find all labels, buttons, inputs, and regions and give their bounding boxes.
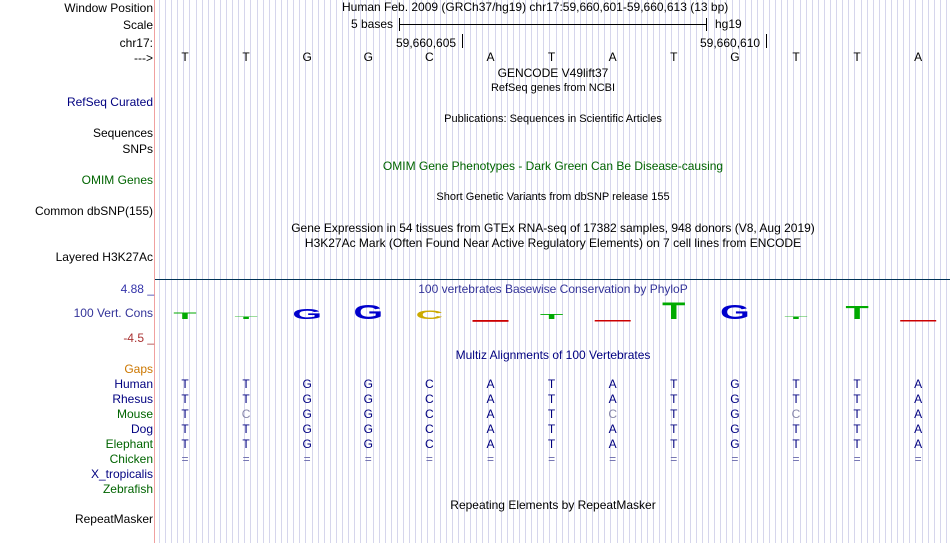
- position-tick-1: [462, 34, 463, 48]
- alignment-base: T: [181, 392, 189, 406]
- guide-line: [208, 0, 209, 543]
- alignment-base: =: [731, 452, 739, 466]
- alignment-base: C: [791, 407, 801, 421]
- guide-line: [946, 0, 947, 543]
- guide-line: [653, 0, 654, 543]
- alignment-base: T: [547, 377, 556, 391]
- alignment-base: A: [486, 437, 495, 451]
- alignment-base: T: [670, 437, 678, 451]
- base-letter: A: [608, 50, 617, 64]
- gaps-label[interactable]: Gaps: [124, 362, 153, 376]
- base-letter: T: [670, 50, 678, 64]
- alignment-base: T: [670, 392, 678, 406]
- guide-line: [470, 0, 471, 543]
- guide-line: [690, 0, 691, 543]
- guide-line: [165, 0, 166, 543]
- guide-line: [348, 0, 349, 543]
- guide-line: [812, 0, 813, 543]
- base-letter: G: [363, 50, 373, 64]
- phylop-min-label: -4.5 _: [123, 331, 154, 345]
- guide-line: [269, 0, 270, 543]
- species-label[interactable]: X_tropicalis: [90, 467, 153, 481]
- alignment-base: G: [363, 377, 373, 391]
- position-label-2: 59,660,610: [700, 36, 761, 50]
- conservation-mark: C: [415, 307, 444, 322]
- species-label[interactable]: Chicken: [109, 452, 153, 466]
- alignment-base: G: [730, 407, 740, 421]
- guide-line: [836, 0, 837, 543]
- guide-line: [708, 0, 709, 543]
- conservation-mark: G: [720, 300, 750, 324]
- guide-line: [696, 0, 697, 543]
- alignment-base: T: [670, 422, 678, 436]
- gencode-track-title[interactable]: GENCODE V49lift37: [497, 66, 609, 80]
- sequences-label[interactable]: Sequences: [92, 126, 153, 140]
- base-letter: T: [547, 50, 556, 64]
- multiz-track-title[interactable]: Multiz Alignments of 100 Vertebrates: [455, 348, 651, 362]
- alignment-base: =: [548, 452, 556, 466]
- snps-label[interactable]: SNPs: [122, 142, 153, 156]
- alignment-base: C: [425, 437, 434, 451]
- label-divider: [154, 0, 155, 543]
- conservation-mark: T: [662, 300, 686, 324]
- base-letter: C: [425, 50, 434, 64]
- species-label[interactable]: Elephant: [105, 437, 153, 451]
- alignment-base: T: [242, 377, 250, 391]
- alignment-base: C: [425, 407, 434, 421]
- alignment-base: =: [242, 452, 250, 466]
- guide-line: [818, 0, 819, 543]
- guide-line: [446, 0, 447, 543]
- alignment-base: T: [181, 407, 189, 421]
- base-letter: T: [181, 50, 189, 64]
- strand-label: --->: [134, 51, 153, 65]
- conservation-mark: G: [353, 300, 384, 324]
- guide-line: [769, 0, 770, 543]
- alignment-base: T: [792, 392, 800, 406]
- guide-line: [391, 0, 392, 543]
- species-label[interactable]: Mouse: [116, 407, 153, 421]
- guide-line: [263, 0, 264, 543]
- alignment-base: A: [486, 392, 495, 406]
- phylop-max-label: 4.88 _: [120, 282, 154, 296]
- conservation-mark: G: [292, 306, 322, 323]
- refseq-curated-label[interactable]: RefSeq Curated: [66, 95, 153, 109]
- alignment-base: T: [242, 437, 250, 451]
- alignment-base: =: [425, 452, 433, 466]
- scale-bar-right-tick: [706, 18, 707, 31]
- track-separator: [155, 279, 950, 280]
- alignment-base: =: [792, 452, 800, 466]
- omim-genes-label[interactable]: OMIM Genes: [81, 173, 153, 187]
- alignment-base: =: [181, 452, 189, 466]
- species-label[interactable]: Rhesus: [112, 392, 153, 406]
- alignment-base: G: [363, 422, 373, 436]
- guide-line: [891, 0, 892, 543]
- window-position-label: Window Position: [64, 1, 153, 15]
- alignment-base: T: [853, 392, 861, 406]
- guide-line: [226, 0, 227, 543]
- guide-line: [635, 0, 636, 543]
- alignment-base: G: [730, 422, 740, 436]
- gtex-track-title[interactable]: Gene Expression in 54 tissues from GTEx RNA-seq of 17382 samples, 948 donors (V8, Aug 2019): [291, 221, 815, 235]
- alignment-base: T: [792, 422, 800, 436]
- alignment-base: =: [486, 452, 494, 466]
- guide-line: [824, 0, 825, 543]
- guide-line: [324, 0, 325, 543]
- alignment-base: G: [363, 407, 373, 421]
- guide-line: [757, 0, 758, 543]
- alignment-base: C: [608, 407, 618, 421]
- guide-line: [342, 0, 343, 543]
- conservation-graph: [155, 300, 950, 324]
- alignment-base: G: [302, 437, 312, 451]
- base-letter: A: [486, 50, 495, 64]
- guide-line: [220, 0, 221, 543]
- guide-line: [409, 0, 410, 543]
- alignment-base: A: [914, 437, 923, 451]
- alignment-base: A: [486, 407, 495, 421]
- alignment-base: T: [547, 407, 556, 421]
- alignment-base: T: [670, 377, 678, 391]
- alignment-base: T: [242, 392, 250, 406]
- alignment-base: T: [853, 407, 861, 421]
- guide-line: [940, 0, 941, 543]
- guide-line: [397, 0, 398, 543]
- alignment-base: A: [914, 392, 923, 406]
- alignment-base: A: [486, 422, 495, 436]
- guide-line: [287, 0, 288, 543]
- publications-track-title[interactable]: Publications: Sequences in Scientific Articles: [444, 113, 662, 125]
- guide-line: [385, 0, 386, 543]
- base-letter: T: [853, 50, 861, 64]
- alignment-base: G: [363, 392, 373, 406]
- species-label[interactable]: Human: [114, 377, 153, 391]
- guide-line: [275, 0, 276, 543]
- alignment-base: T: [547, 437, 556, 451]
- guide-line: [714, 0, 715, 543]
- alignment-base: T: [181, 377, 189, 391]
- conservation-mark: T: [173, 310, 197, 322]
- chrom-label: chr17:: [119, 36, 153, 50]
- base-letter: A: [914, 50, 923, 64]
- conservation-mark: [595, 320, 631, 322]
- alignment-base: T: [853, 422, 861, 436]
- scale-text: 5 bases: [351, 17, 394, 31]
- guide-line: [281, 0, 282, 543]
- phylop-track-title[interactable]: 100 vertebrates Basewise Conservation by PhyloP: [418, 282, 688, 296]
- alignment-base: G: [302, 377, 312, 391]
- h3k27ac-label[interactable]: Layered H3K27Ac: [55, 250, 153, 264]
- alignment-base: A: [608, 377, 617, 391]
- alignment-base: G: [730, 392, 740, 406]
- alignment-base: =: [853, 452, 861, 466]
- base-letter: T: [242, 50, 250, 64]
- alignment-base: T: [792, 437, 800, 451]
- alignment-base: C: [425, 392, 434, 406]
- species-label[interactable]: Dog: [130, 422, 153, 436]
- alignment-base: G: [302, 407, 312, 421]
- alignment-base: A: [914, 407, 923, 421]
- conservation-mark: T: [234, 315, 258, 320]
- alignment-base: T: [181, 437, 189, 451]
- guide-line: [330, 0, 331, 543]
- omim-track-title[interactable]: OMIM Gene Phenotypes - Dark Green Can Be Disease-causing: [382, 159, 724, 173]
- guide-line: [879, 0, 880, 543]
- dbsnp-track-title[interactable]: Short Genetic Variants from dbSNP release 155: [436, 191, 670, 203]
- conservation-logo: [155, 300, 950, 324]
- alignment-base: A: [486, 377, 495, 391]
- guide-line: [647, 0, 648, 543]
- scale-bar: [399, 24, 706, 25]
- guide-line: [751, 0, 752, 543]
- alignment-base: T: [670, 407, 678, 421]
- alignment-base: G: [302, 422, 312, 436]
- alignment-base: A: [608, 437, 617, 451]
- guide-line: [214, 0, 215, 543]
- alignment-base: T: [242, 422, 250, 436]
- alignment-base: =: [609, 452, 617, 466]
- alignment-base: A: [608, 392, 617, 406]
- alignment-base: T: [547, 392, 556, 406]
- guide-line: [458, 0, 459, 543]
- base-letter: T: [792, 50, 800, 64]
- alignment-base: =: [670, 452, 678, 466]
- guide-line: [702, 0, 703, 543]
- alignment-base: =: [914, 452, 922, 466]
- alignment-base: G: [730, 377, 740, 391]
- alignment-base: A: [914, 377, 923, 391]
- guide-line: [763, 0, 764, 543]
- alignment-base: A: [914, 422, 923, 436]
- base-letter: G: [302, 50, 312, 64]
- alignment-base: T: [853, 377, 861, 391]
- alignment-base: T: [181, 422, 189, 436]
- h3k27ac-track-title[interactable]: H3K27Ac Mark (Often Found Near Active Regulatory Elements) on 7 cell lines from ENCODE: [304, 236, 802, 250]
- alignment-base: C: [241, 407, 251, 421]
- scale-label: Scale: [122, 18, 153, 32]
- alignment-base: T: [853, 437, 861, 451]
- guide-line: [159, 0, 160, 543]
- guide-line: [464, 0, 465, 543]
- conservation-mark: T: [845, 303, 869, 324]
- conservation-mark: [900, 320, 936, 322]
- assembly-label: hg19: [715, 17, 742, 31]
- conservation-mark: T: [539, 312, 564, 321]
- guide-line: [873, 0, 874, 543]
- window-title: Human Feb. 2009 (GRCh37/hg19) chr17:59,660,601-59,660,613 (13 bp): [342, 0, 729, 14]
- alignment-base: G: [730, 437, 740, 451]
- repeatmasker-label[interactable]: RepeatMasker: [74, 512, 153, 526]
- alignment-base: G: [302, 392, 312, 406]
- guide-line: [934, 0, 935, 543]
- guide-line: [641, 0, 642, 543]
- alignment-base: T: [547, 422, 556, 436]
- guide-line: [452, 0, 453, 543]
- alignment-base: =: [364, 452, 372, 466]
- scale-bar-left-tick: [399, 18, 400, 31]
- alignment-base: C: [425, 422, 434, 436]
- position-tick-2: [766, 34, 767, 48]
- guide-line: [202, 0, 203, 543]
- phylop-label[interactable]: 100 Vert. Cons: [73, 306, 153, 320]
- alignment-base: A: [608, 422, 617, 436]
- alignment-base: =: [303, 452, 311, 466]
- conservation-mark: T: [784, 315, 808, 320]
- position-label-1: 59,660,605: [396, 36, 457, 50]
- guide-line: [629, 0, 630, 543]
- guide-line: [885, 0, 886, 543]
- guide-line: [336, 0, 337, 543]
- guide-line: [775, 0, 776, 543]
- species-label[interactable]: Zebrafish: [102, 482, 153, 496]
- alignment-base: C: [425, 377, 434, 391]
- guide-line: [897, 0, 898, 543]
- guide-line: [830, 0, 831, 543]
- conservation-mark: [473, 320, 509, 322]
- guide-line: [403, 0, 404, 543]
- alignment-base: G: [363, 437, 373, 451]
- base-letter: G: [730, 50, 740, 64]
- refseq-track-title[interactable]: RefSeq genes from NCBI: [490, 82, 616, 94]
- repeatmasker-track-title[interactable]: Repeating Elements by RepeatMasker: [450, 498, 656, 512]
- alignment-base: T: [792, 377, 800, 391]
- dbsnp-label[interactable]: Common dbSNP(155): [34, 204, 153, 218]
